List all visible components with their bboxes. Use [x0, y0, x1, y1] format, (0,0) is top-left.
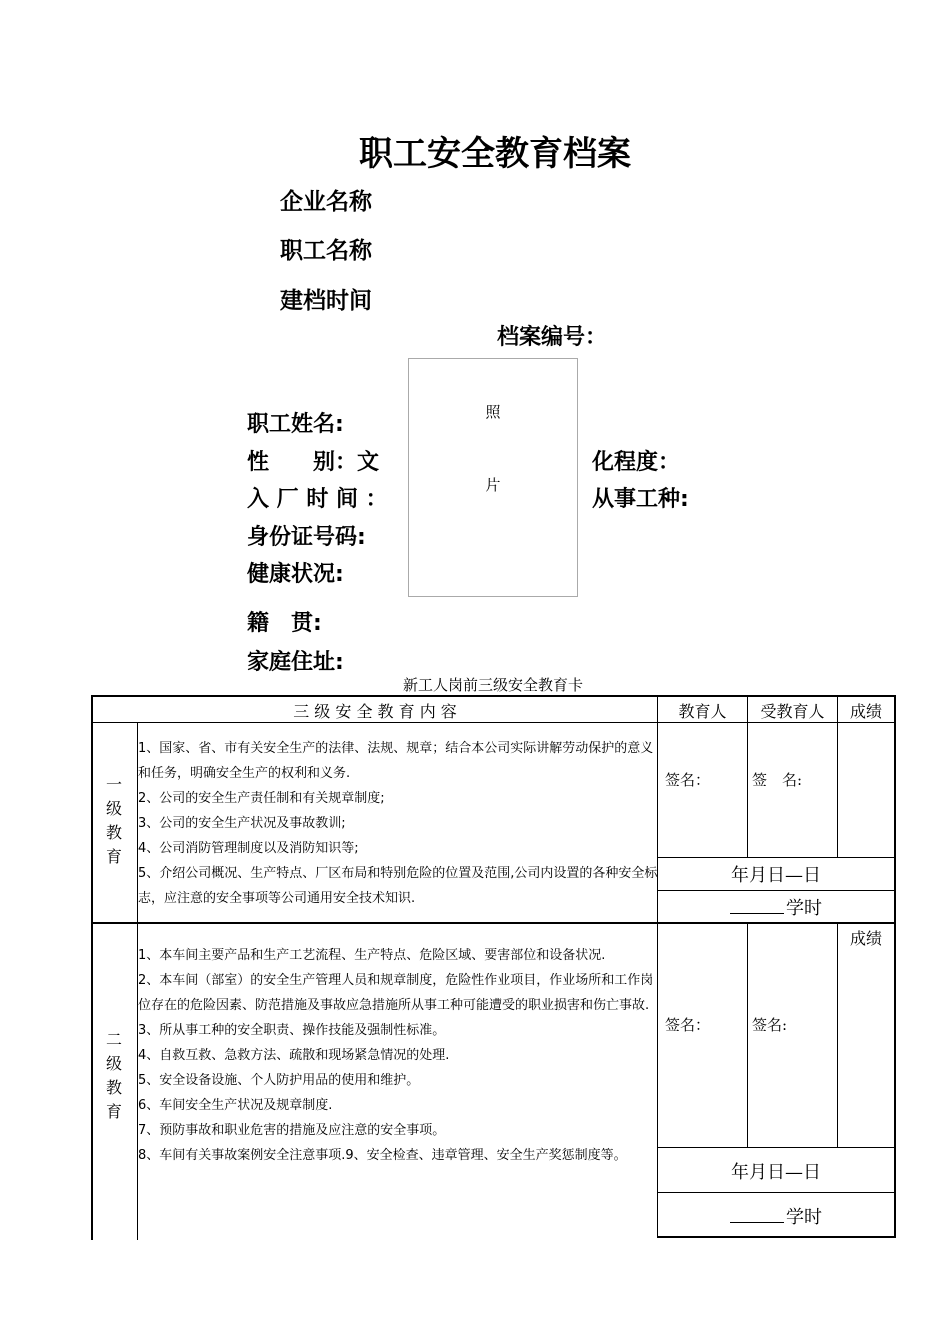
archive-number-label: 档案编号：	[497, 325, 608, 350]
level-divider	[91, 922, 896, 924]
l1-date: 年月日—日	[731, 865, 821, 886]
level-1-label: 一 级 教 育	[105, 775, 122, 866]
document-title: 职工安全教育档案	[359, 134, 631, 174]
header-educator: 教育人	[678, 702, 727, 721]
table-border-right	[894, 695, 896, 1238]
field-education: 化程度：	[592, 450, 681, 475]
field-native-place: 籍 贯:	[247, 611, 322, 636]
level-2-content	[138, 943, 658, 1168]
field-job-type: 从事工种:	[592, 487, 689, 512]
header-educatee: 受教育人	[760, 702, 825, 721]
l1-hours-top-line	[657, 890, 896, 891]
l2-date: 年月日—日	[731, 1162, 821, 1183]
l1-date-top-line	[657, 857, 896, 858]
photo-box	[408, 358, 578, 597]
field-employee-name: 职工姓名:	[247, 412, 344, 437]
l1-col-line-1	[747, 722, 748, 857]
photo-char-1: 照	[485, 403, 501, 421]
l2-hours-top-line	[657, 1192, 896, 1193]
photo-char-2: 片	[485, 476, 501, 494]
l2-educatee-signature: 签名:	[752, 1016, 788, 1034]
list-item: 6、车间安全生产状况及规章制度.	[138, 1098, 333, 1113]
list-item: 3、公司的安全生产状况及事故教训;	[138, 816, 346, 831]
field-entry-date: 入 厂 时 间 ：	[247, 487, 388, 512]
l2-col-line-2	[837, 922, 838, 1147]
company-name-label: 企业名称	[280, 189, 372, 215]
education-card-table	[91, 695, 896, 1240]
field-address: 家庭住址:	[247, 650, 344, 675]
l1-hours: 学时	[658, 894, 894, 920]
employee-name-label: 职工名称	[280, 238, 372, 264]
l2-col-line-1	[747, 922, 748, 1147]
l1-col-line-2	[837, 722, 838, 857]
hours-blank	[730, 1208, 784, 1223]
level-1-content	[138, 736, 658, 911]
l2-score: 成绩	[849, 929, 882, 948]
list-item: 5、介绍公司概况、生产特点、厂区布局和特别危险的位置及范围,公司内设置的各种安全标志，应注意的安全事项等公司通用安全技术知识.	[138, 866, 658, 906]
file-date-label: 建档时间	[280, 288, 372, 314]
table-border-top	[91, 695, 896, 697]
l1-educatee-signature: 签 名:	[752, 771, 803, 789]
level-2-label: 二 级 教 育	[105, 1030, 122, 1121]
card-caption: 新工人岗前三级安全教育卡	[402, 676, 583, 694]
list-item: 3、所从事工种的安全职责、操作技能及强制性标准。	[138, 1023, 446, 1038]
list-item: 8、车间有关事故案例安全注意事项.9、安全检查、违章管理、安全生产奖惩制度等。	[138, 1148, 627, 1163]
list-item: 4、公司消防管理制度以及消防知识等;	[138, 841, 359, 856]
list-item: 7、预防事故和职业危害的措施及应注意的安全事项。	[138, 1123, 446, 1138]
l2-bottom-line	[657, 1236, 896, 1238]
l2-hours: 学时	[658, 1203, 894, 1229]
hours-blank	[730, 899, 784, 914]
list-item: 1、本车间主要产品和生产工艺流程、生产特点、危险区域、要害部位和设备状况.	[138, 948, 606, 963]
l2-educator-signature: 签名：	[665, 1016, 711, 1034]
table-header-divider	[91, 722, 896, 723]
list-item: 5、安全设备设施、个人防护用品的使用和维护。	[138, 1073, 420, 1088]
list-item: 4、自救互救、急救方法、疏散和现场紧急情况的处理.	[138, 1048, 450, 1063]
header-content: 三 级 安 全 教 育 内 容	[293, 702, 457, 721]
header-score: 成绩	[849, 702, 882, 721]
list-item: 2、公司的安全生产责任制和有关规章制度;	[138, 791, 385, 806]
list-item: 1、国家、省、市有关安全生产的法律、法规、规章；结合本公司实际讲解劳动保护的意义和任务，明确安全生产的权利和义务.	[138, 741, 654, 781]
l2-date-top-line	[657, 1147, 896, 1148]
field-id-number: 身份证号码:	[247, 525, 366, 550]
field-gender: 性 别：文	[247, 450, 380, 475]
list-item: 2、本车间（部室）的安全生产管理人员和规章制度，危险性作业项目，作业场所和工作岗位存在的危险因素、防范措施及事故应急措施所从事工种可能遭受的职业损害和伤亡事故.	[138, 973, 654, 1013]
field-health: 健康状况:	[247, 562, 344, 587]
l1-educator-signature: 签名：	[665, 771, 711, 789]
